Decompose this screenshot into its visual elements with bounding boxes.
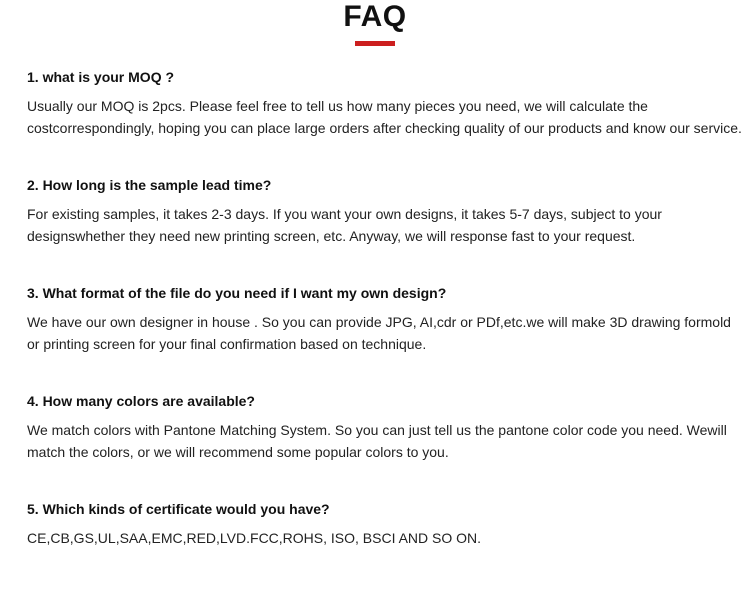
faq-answer: Usually our MOQ is 2pcs. Please feel free to tell us how many pieces you need, we will calculate the costcorrespondingly, hoping you can place large orders after checking quality of our products and know our service. [27,98,742,136]
faq-item-2 [27,174,742,247]
faq-answer: We have our own designer in house . So you can provide JPG, AI,cdr or PDf,etc.we will make 3D drawing formold or printing screen for your final confirmation based on technique. [27,314,731,352]
page-title: FAQ [343,0,407,33]
faq-question: 4. How many colors are available? [27,393,255,409]
faq-answer: CE,CB,GS,UL,SAA,EMC,RED,LVD.FCC,ROHS, ISO, BSCI AND SO ON. [27,530,482,546]
faq-item-3 [27,282,742,355]
faq-question: 2. How long is the sample lead time? [27,177,272,193]
faq-item-1 [27,66,742,139]
faq-item-5 [27,498,742,549]
faq-item-4 [27,390,742,463]
faq-answer: We match colors with Pantone Matching System. So you can just tell us the pantone color code you need. Wewill match the colors, or we will recommend some popular colors to you. [27,422,727,460]
faq-header [0,0,750,46]
faq-list [27,66,742,584]
title-underline [355,41,395,46]
faq-question: 5. Which kinds of certificate would you have? [27,501,330,517]
faq-answer: For existing samples, it takes 2-3 days. If you want your own designs, it takes 5-7 days, subject to your designswhether they need new printing screen, etc. Anyway, we will response fast to your request. [27,206,662,244]
faq-question: 1. what is your MOQ ? [27,69,175,85]
faq-question: 3. What format of the file do you need if I want my own design? [27,285,447,301]
